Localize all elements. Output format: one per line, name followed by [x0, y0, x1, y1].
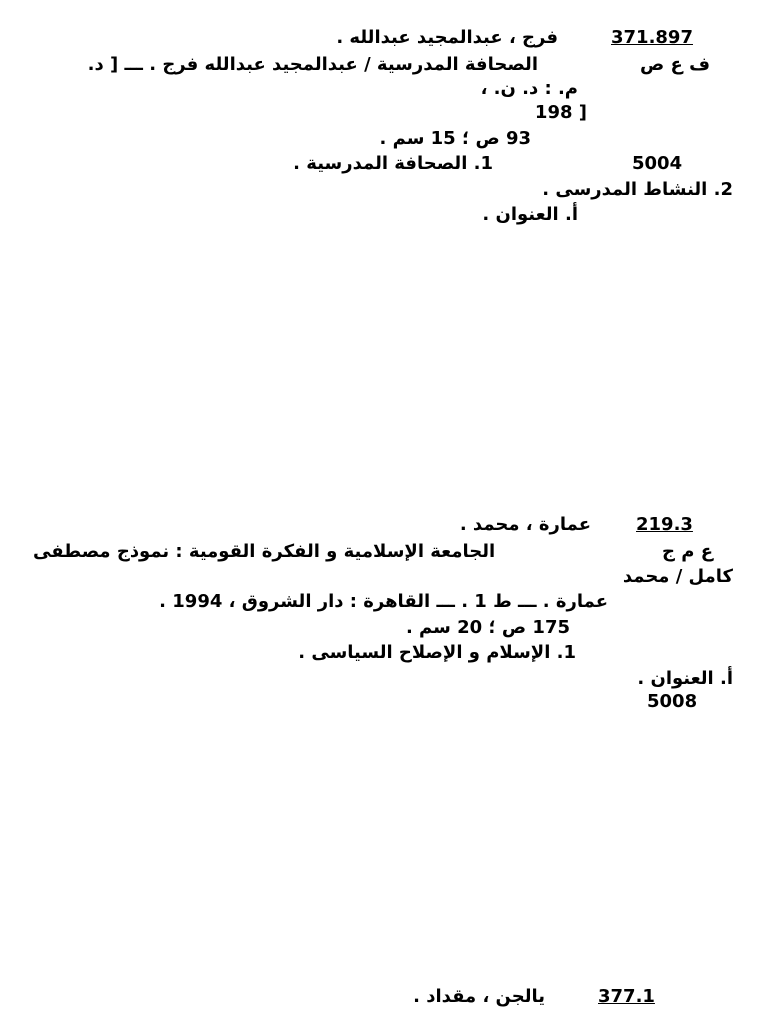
author-code: ف ع ص	[640, 54, 710, 75]
subject-tracing-2: 2. النشاط المدرسى .	[542, 179, 733, 200]
edition-imprint: عمارة . ـــ ط 1 . ـــ القاهرة : دار الشروق ، 1994 .	[159, 591, 608, 612]
accession-number: 5008	[647, 691, 698, 712]
title-statement: الصحافة المدرسية / عبدالمجيد عبدالله فرج . ـــ [ د.	[87, 54, 538, 75]
call-number: 377.1	[598, 986, 655, 1007]
collation: 93 ص ؛ 15 سم .	[379, 128, 531, 149]
title-statement-continued: كامل / محمد	[622, 566, 733, 587]
subject-tracing-1: 1. الإسلام و الإصلاح السياسى .	[298, 642, 576, 663]
accession-number: 5004	[632, 153, 683, 174]
title-tracing: أ. العنوان .	[637, 668, 733, 689]
title-statement-continued: م. : د. ن. ،	[480, 78, 578, 99]
collation: 175 ص ؛ 20 سم .	[405, 617, 570, 638]
imprint-date: 198 ]	[534, 102, 587, 123]
title-statement: الجامعة الإسلامية و الفكرة القومية : نموذج مصطفى	[33, 541, 496, 562]
subject-tracing-1: 1. الصحافة المدرسية .	[293, 153, 493, 174]
call-number: 219.3	[636, 514, 693, 535]
author-heading: عمارة ، محمد .	[459, 514, 591, 535]
author-code: ع م ج	[662, 541, 713, 562]
title-tracing: أ. العنوان .	[482, 204, 578, 225]
author-heading: فرج ، عبدالمجيد عبدالله .	[336, 27, 558, 48]
call-number: 371.897	[611, 27, 693, 48]
author-heading: يالجن ، مقداد .	[413, 986, 545, 1007]
